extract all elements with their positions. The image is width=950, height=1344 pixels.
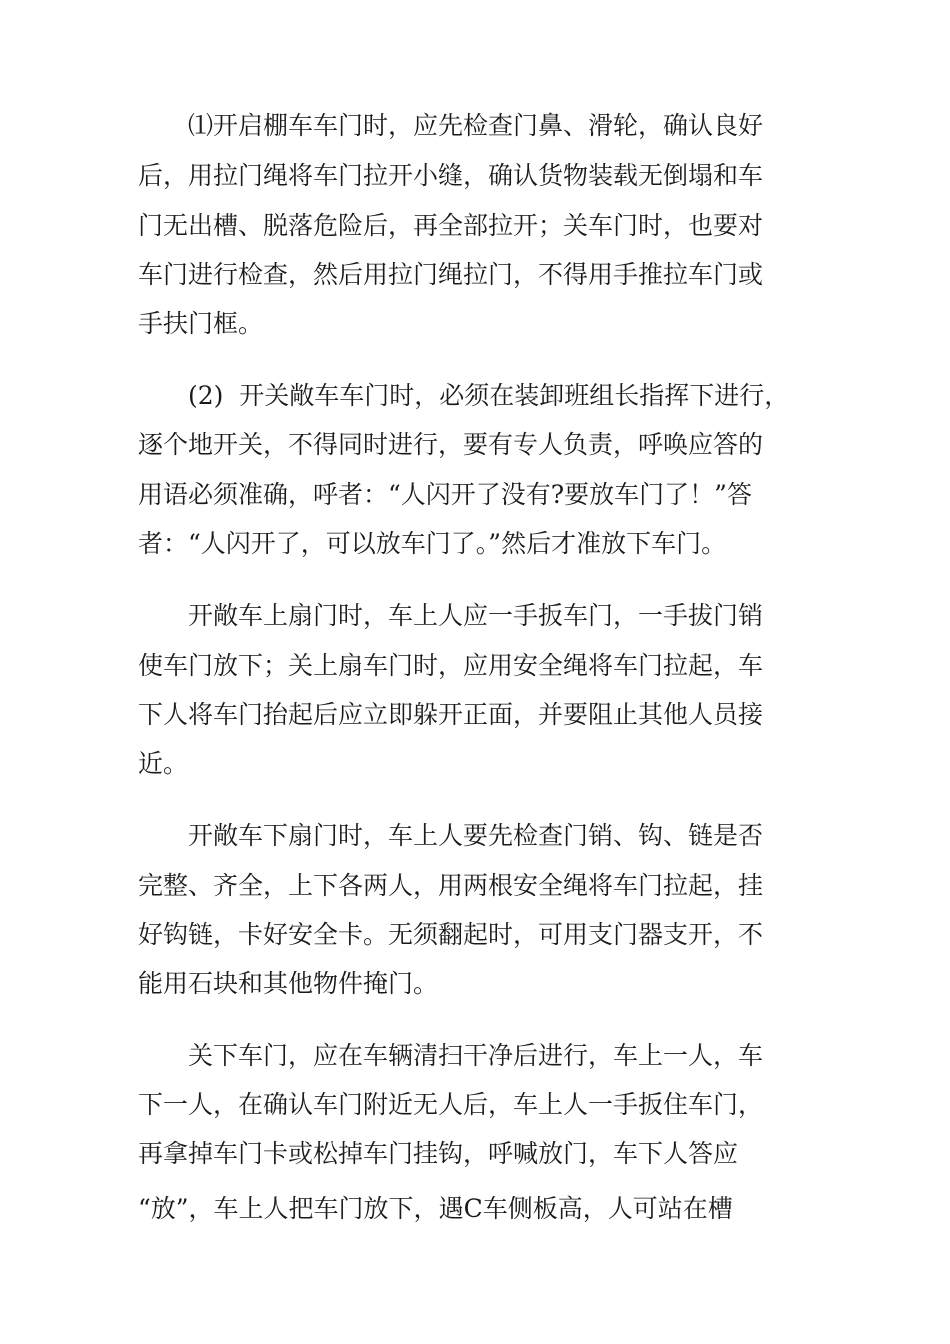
paragraph-4-line-4: 能用石块和其他物件掩门。 <box>138 969 439 998</box>
paragraph-5-line-3: 再拿掉车门卡或松掉车门挂钩，呼喊放门，车下人答应 <box>138 1139 739 1168</box>
paragraph-3-line-2: 使车门放下；关上扇车门时，应用安全绳将车门拉起，车 <box>138 651 764 680</box>
paragraph-4-line-3: 好钩链，卡好安全卡。无须翻起时，可用支门器支开，不 <box>138 920 764 949</box>
paragraph-3-line-4: 近。 <box>138 749 189 778</box>
paragraph-3-line-1: 开敞车上扇门时，车上人应一手扳车门，一手拔门销 <box>188 601 764 630</box>
paragraph-1-line-3: 门无出槽、脱落危险后，再全部拉开；关车门时，也要对 <box>138 211 764 240</box>
paragraph-2-line-2: 逐个地开关，不得同时进行，要有专人负责，呼唤应答的 <box>138 430 764 459</box>
paragraph-2-line-3: 用语必须准确，呼者：“人闪开了没有?要放车门了！”答 <box>138 480 752 509</box>
paragraph-4-line-2: 完整、齐全，上下各两人，用两根安全绳将车门拉起，挂 <box>138 871 764 900</box>
paragraph-5-line-4: “放”，车上人把车门放下，遇C车侧板高，人可站在槽 <box>138 1194 733 1223</box>
paragraph-3-line-3: 下人将车门抬起后应立即躲开正面，并要阻止其他人员接 <box>138 700 764 729</box>
paragraph-1-line-5: 手扶门框。 <box>138 309 264 338</box>
paragraph-2-line-1: (2) 开关敞车车门时，必须在装卸班组长指挥下进行， <box>188 381 790 410</box>
paragraph-1-line-4: 车门进行检查，然后用拉门绳拉门，不得用手推拉车门或 <box>138 260 764 289</box>
paragraph-1-line-1: ⑴开启棚车车门时，应先检查门鼻、滑轮，确认良好 <box>188 111 764 140</box>
paragraph-5-line-2: 下一人，在确认车门附近无人后，车上人一手扳住车门， <box>138 1090 764 1119</box>
paragraph-1-line-2: 后，用拉门绳将车门拉开小缝，确认货物装载无倒塌和车 <box>138 161 764 190</box>
paragraph-2-line-4: 者：“人闪开了，可以放车门了。”然后才准放下车门。 <box>138 529 727 558</box>
paragraph-4-line-1: 开敞车下扇门时，车上人要先检查门销、钩、链是否 <box>188 821 764 850</box>
paragraph-5-line-1: 关下车门，应在车辆清扫干净后进行，车上一人，车 <box>188 1041 764 1070</box>
